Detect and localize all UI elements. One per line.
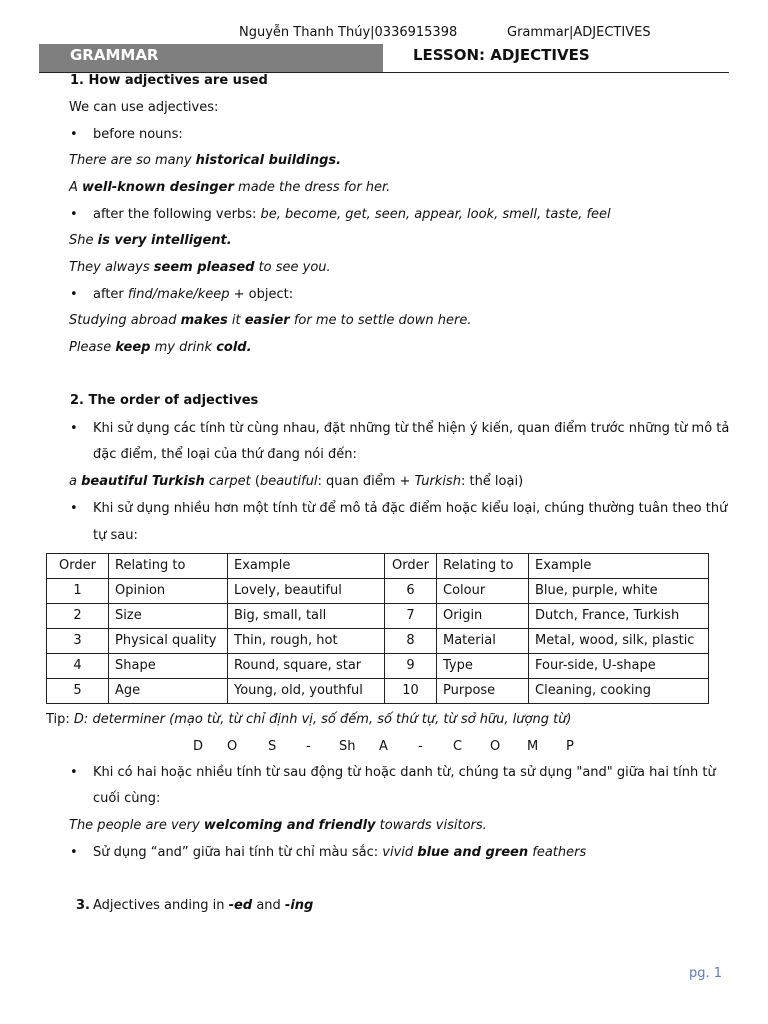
table-cell: Size: [109, 604, 228, 629]
table-header: Order: [385, 554, 437, 579]
example-intelligent: She is very intelligent.: [69, 233, 232, 248]
bullet-opinion-order-line2: đặc điểm, thể loại của thứ đang nói đến:: [93, 447, 357, 462]
table-cell: Opinion: [109, 579, 228, 604]
table-header: Example: [529, 554, 709, 579]
table-cell: 9: [385, 654, 437, 679]
table-cell: Dutch, France, Turkish: [529, 604, 709, 629]
grammar-banner: [39, 44, 383, 72]
dos-letter: A: [379, 739, 388, 754]
table-cell: 7: [385, 604, 437, 629]
example-seem-pleased: They always seem pleased to see you.: [69, 260, 331, 275]
bullet-icon: •: [70, 501, 78, 516]
example-beautiful-turkish: a beautiful Turkish carpet (beautiful: quan điểm + Turkish: thể loại): [69, 474, 524, 489]
table-header: Relating to: [109, 554, 228, 579]
banner-title: GRAMMAR: [70, 46, 159, 64]
section-1-heading: 1. How adjectives are used: [70, 73, 268, 88]
tip-determiner: Tip: D: determiner (mạo từ, từ chỉ định vị, số đếm, số thứ tự, từ sở hữu, lượng từ): [46, 712, 572, 727]
bullet-find-make-keep: after find/make/keep + object:: [93, 287, 294, 302]
bullet-and-line2: cuối cùng:: [93, 791, 161, 806]
table-row: [47, 604, 709, 629]
table-row: [47, 679, 709, 704]
table-cell: 1: [47, 579, 109, 604]
example-well-known-designer: A well-known desinger made the dress for her.: [69, 180, 391, 195]
table-cell: Age: [109, 679, 228, 704]
dos-letter: O: [227, 739, 238, 754]
bullet-and-line1: Khi có hai hoặc nhiều tính từ sau động từ hoặc danh từ, chúng ta sử dụng "and" giữa hai tính từ: [93, 765, 716, 780]
table-cell: Four-side, U-shape: [529, 654, 709, 679]
bullet-icon: •: [70, 287, 78, 302]
table-cell: 5: [47, 679, 109, 704]
table-cell: Round, square, star: [228, 654, 385, 679]
table-row: [47, 654, 709, 679]
table-cell: 4: [47, 654, 109, 679]
table-header: Relating to: [437, 554, 529, 579]
section-2-heading: 2. The order of adjectives: [70, 393, 259, 408]
table-cell: 3: [47, 629, 109, 654]
bullet-icon: •: [70, 207, 78, 222]
dos-letter: M: [527, 739, 539, 754]
table-cell: Young, old, youthful: [228, 679, 385, 704]
bullet-order-line1: Khi sử dụng nhiều hơn một tính từ để mô tả đặc điểm hoặc kiểu loại, chúng thường tuân theo thứ: [93, 501, 728, 516]
bullet-icon: •: [70, 765, 78, 780]
section-3-number: 3.: [76, 898, 90, 913]
dos-letter: C: [453, 739, 463, 754]
bullet-colour-and: Sử dụng “and” giữa hai tính từ chỉ màu sắc: vivid blue and green feathers: [93, 845, 587, 860]
bullet-after-verbs: after the following verbs: be, become, get, seen, appear, look, smell, taste, feel: [93, 207, 611, 222]
section-3-heading: Adjectives anding in -ed and -ing: [93, 898, 314, 913]
table-header-row: [47, 554, 709, 579]
lesson-title: LESSON: ADJECTIVES: [413, 46, 590, 64]
table-cell: Type: [437, 654, 529, 679]
dos-letter: -: [418, 739, 423, 754]
table-row: [47, 579, 709, 604]
table-cell: 2: [47, 604, 109, 629]
dos-letter: D: [193, 739, 204, 754]
table-cell: Origin: [437, 604, 529, 629]
section-1-intro: We can use adjectives:: [69, 100, 219, 115]
table-cell: Colour: [437, 579, 529, 604]
example-historical-buildings: There are so many historical buildings.: [69, 153, 342, 168]
dos-letter: S: [268, 739, 277, 754]
table-cell: 8: [385, 629, 437, 654]
example-keep-cold: Please keep my drink cold.: [69, 340, 252, 355]
dos-letter: -: [306, 739, 311, 754]
table-row: [47, 629, 709, 654]
table-header: Order: [47, 554, 109, 579]
table-cell: Material: [437, 629, 529, 654]
table-cell: Purpose: [437, 679, 529, 704]
dos-letter: P: [566, 739, 574, 754]
table-cell: Thin, rough, hot: [228, 629, 385, 654]
page-number: pg. 1: [689, 966, 723, 981]
example-studying-abroad: Studying abroad makes it easier for me to settle down here.: [69, 313, 472, 328]
table-cell: Physical quality: [109, 629, 228, 654]
table-cell: 10: [385, 679, 437, 704]
header-author: Nguyễn Thanh Thúy|0336915398: [239, 25, 458, 40]
table-cell: Blue, purple, white: [529, 579, 709, 604]
header-topic: Grammar|ADJECTIVES: [507, 25, 651, 40]
dos-letter: O: [490, 739, 501, 754]
table-cell: Cleaning, cooking: [529, 679, 709, 704]
table-cell: Shape: [109, 654, 228, 679]
table-cell: Lovely, beautiful: [228, 579, 385, 604]
bullet-opinion-order-line1: Khi sử dụng các tính từ cùng nhau, đặt những từ thể hiện ý kiến, quan điểm trước những từ mô tả: [93, 421, 730, 436]
table-cell: 6: [385, 579, 437, 604]
dos-letter: Sh: [339, 739, 356, 754]
bullet-icon: •: [70, 127, 78, 142]
bullet-icon: •: [70, 845, 78, 860]
adjective-order-table: [46, 553, 709, 704]
table-cell: Big, small, tall: [228, 604, 385, 629]
bullet-icon: •: [70, 421, 78, 436]
example-welcoming-friendly: The people are very welcoming and friendly towards visitors.: [69, 818, 487, 833]
bullet-order-line2: tự sau:: [93, 528, 138, 543]
table-header: Example: [228, 554, 385, 579]
table-cell: Metal, wood, silk, plastic: [529, 629, 709, 654]
bullet-before-nouns: before nouns:: [93, 127, 183, 142]
